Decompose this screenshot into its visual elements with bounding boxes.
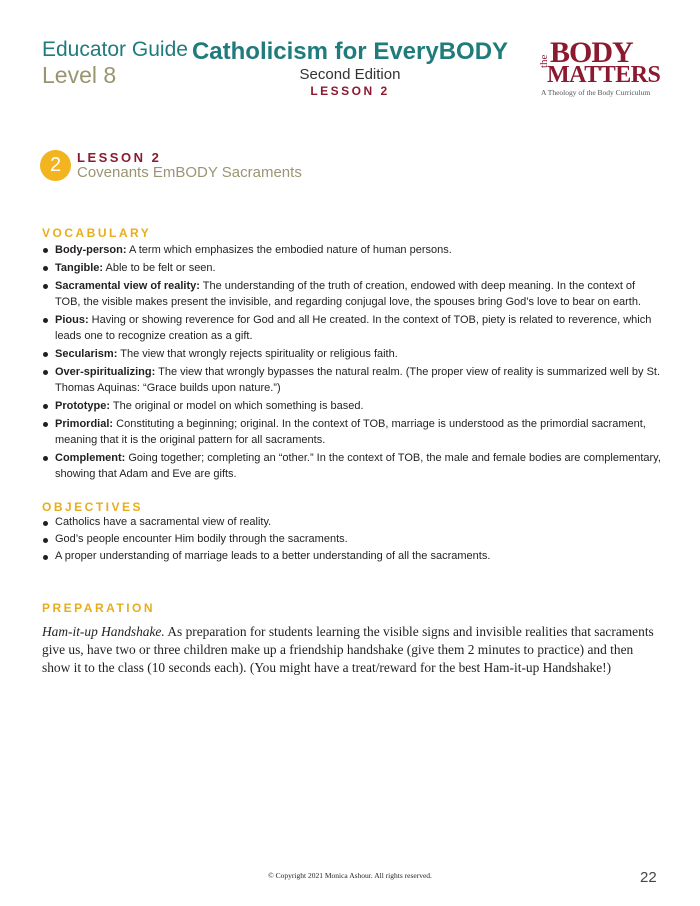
vocabulary-item bbox=[42, 346, 662, 362]
vocab-term: Secularism: bbox=[55, 348, 118, 360]
vocab-definition: The view that wrongly bypasses the natural realm. (The proper view of reality is summarized well by St. Thomas Aquinas: “Grace builds upon nature.”) bbox=[55, 366, 661, 394]
preparation-heading: PREPARATION bbox=[42, 601, 156, 615]
vocab-definition: The understanding of the truth of creation, endowed with deep meaning. In the context of TOB, the visible makes present the invisible, and regarding conjugal love, the spouses bring God’s love to bear on earth. bbox=[55, 280, 641, 308]
logo-tagline: A Theology of the Body Curriculum bbox=[541, 88, 651, 97]
vocab-term: Pious: bbox=[55, 314, 89, 326]
edition-label: Second Edition bbox=[299, 66, 401, 83]
vocab-term: Body-person: bbox=[55, 244, 127, 256]
vocab-term: Prototype: bbox=[55, 400, 110, 412]
vocabulary-item bbox=[42, 364, 662, 396]
vocabulary-item bbox=[42, 312, 662, 344]
vocabulary-item bbox=[42, 398, 662, 414]
vocab-definition: A term which emphasizes the embodied nature of human persons. bbox=[126, 244, 452, 256]
body-matters-logo bbox=[536, 36, 662, 98]
objective-item: God’s people encounter Him bodily through the sacraments. bbox=[42, 532, 662, 547]
activity-name: Ham-it-up Handshake. bbox=[42, 624, 165, 639]
lesson-title: Covenants EmBODY Sacraments bbox=[77, 164, 302, 181]
vocab-term: Complement: bbox=[55, 452, 126, 464]
vocabulary-item bbox=[42, 416, 662, 448]
vocab-definition: The view that wrongly rejects spirituality or religious faith. bbox=[117, 348, 398, 360]
vocab-definition: Going together; completing an “other.” In the context of TOB, the male and female bodies are complementary, showing that Adam and Eve are gifts. bbox=[55, 452, 661, 480]
lesson-label: LESSON 2 bbox=[77, 150, 162, 165]
level-label: Level 8 bbox=[42, 62, 117, 88]
page-number: 22 bbox=[640, 869, 657, 886]
objectives-list bbox=[42, 515, 662, 566]
vocabulary-item bbox=[42, 242, 662, 258]
logo-body: BODY bbox=[550, 36, 633, 69]
objective-item: Catholics have a sacramental view of reality. bbox=[42, 515, 662, 530]
vocab-definition: Having or showing reverence for God and all He created. In the context of TOB, piety is related to reverence, which leads one to recognize creation as a gift. bbox=[55, 314, 652, 342]
preparation-body: As preparation for students learning the visible signs and invisible realities that sacraments give us, have two or three children make up a friendship handshake (give them 2 minutes to practice) and then show it to the class (10 seconds each). (You might have a treat/reward for the best Ham-it-up Handshake!) bbox=[42, 624, 654, 675]
vocab-term: Primordial: bbox=[55, 418, 114, 430]
copyright: © Copyright 2021 Monica Ashour. All rights reserved. bbox=[268, 871, 432, 880]
vocabulary-item bbox=[42, 278, 662, 310]
vocab-definition: Constituting a beginning; original. In the context of TOB, marriage is understood as the primordial sacrament, meaning that it is the original pattern for all sacraments. bbox=[55, 418, 646, 446]
vocabulary-item bbox=[42, 260, 662, 276]
objective-item: A proper understanding of marriage leads to a better understanding of all the sacraments. bbox=[42, 549, 662, 564]
vocab-term: Over-spiritualizing: bbox=[55, 366, 156, 378]
guide-label: Educator Guide bbox=[42, 38, 188, 61]
logo-matters: MATTERS bbox=[547, 62, 661, 88]
logo-the: the bbox=[538, 54, 550, 68]
book-title: Catholicism for EveryBODY bbox=[191, 38, 509, 65]
vocab-definition: Able to be felt or seen. bbox=[103, 262, 216, 274]
preparation-text bbox=[42, 623, 664, 677]
objectives-heading: OBJECTIVES bbox=[42, 500, 144, 514]
header-lesson-label: LESSON 2 bbox=[310, 84, 390, 98]
vocab-term: Sacramental view of reality: bbox=[55, 280, 200, 292]
vocabulary-list bbox=[42, 242, 662, 484]
vocabulary-heading: VOCABULARY bbox=[42, 226, 152, 240]
vocab-definition: The original or model on which something is based. bbox=[110, 400, 364, 412]
lesson-number-badge: 2 bbox=[40, 150, 71, 181]
vocab-term: Tangible: bbox=[55, 262, 104, 274]
vocabulary-item bbox=[42, 450, 662, 482]
